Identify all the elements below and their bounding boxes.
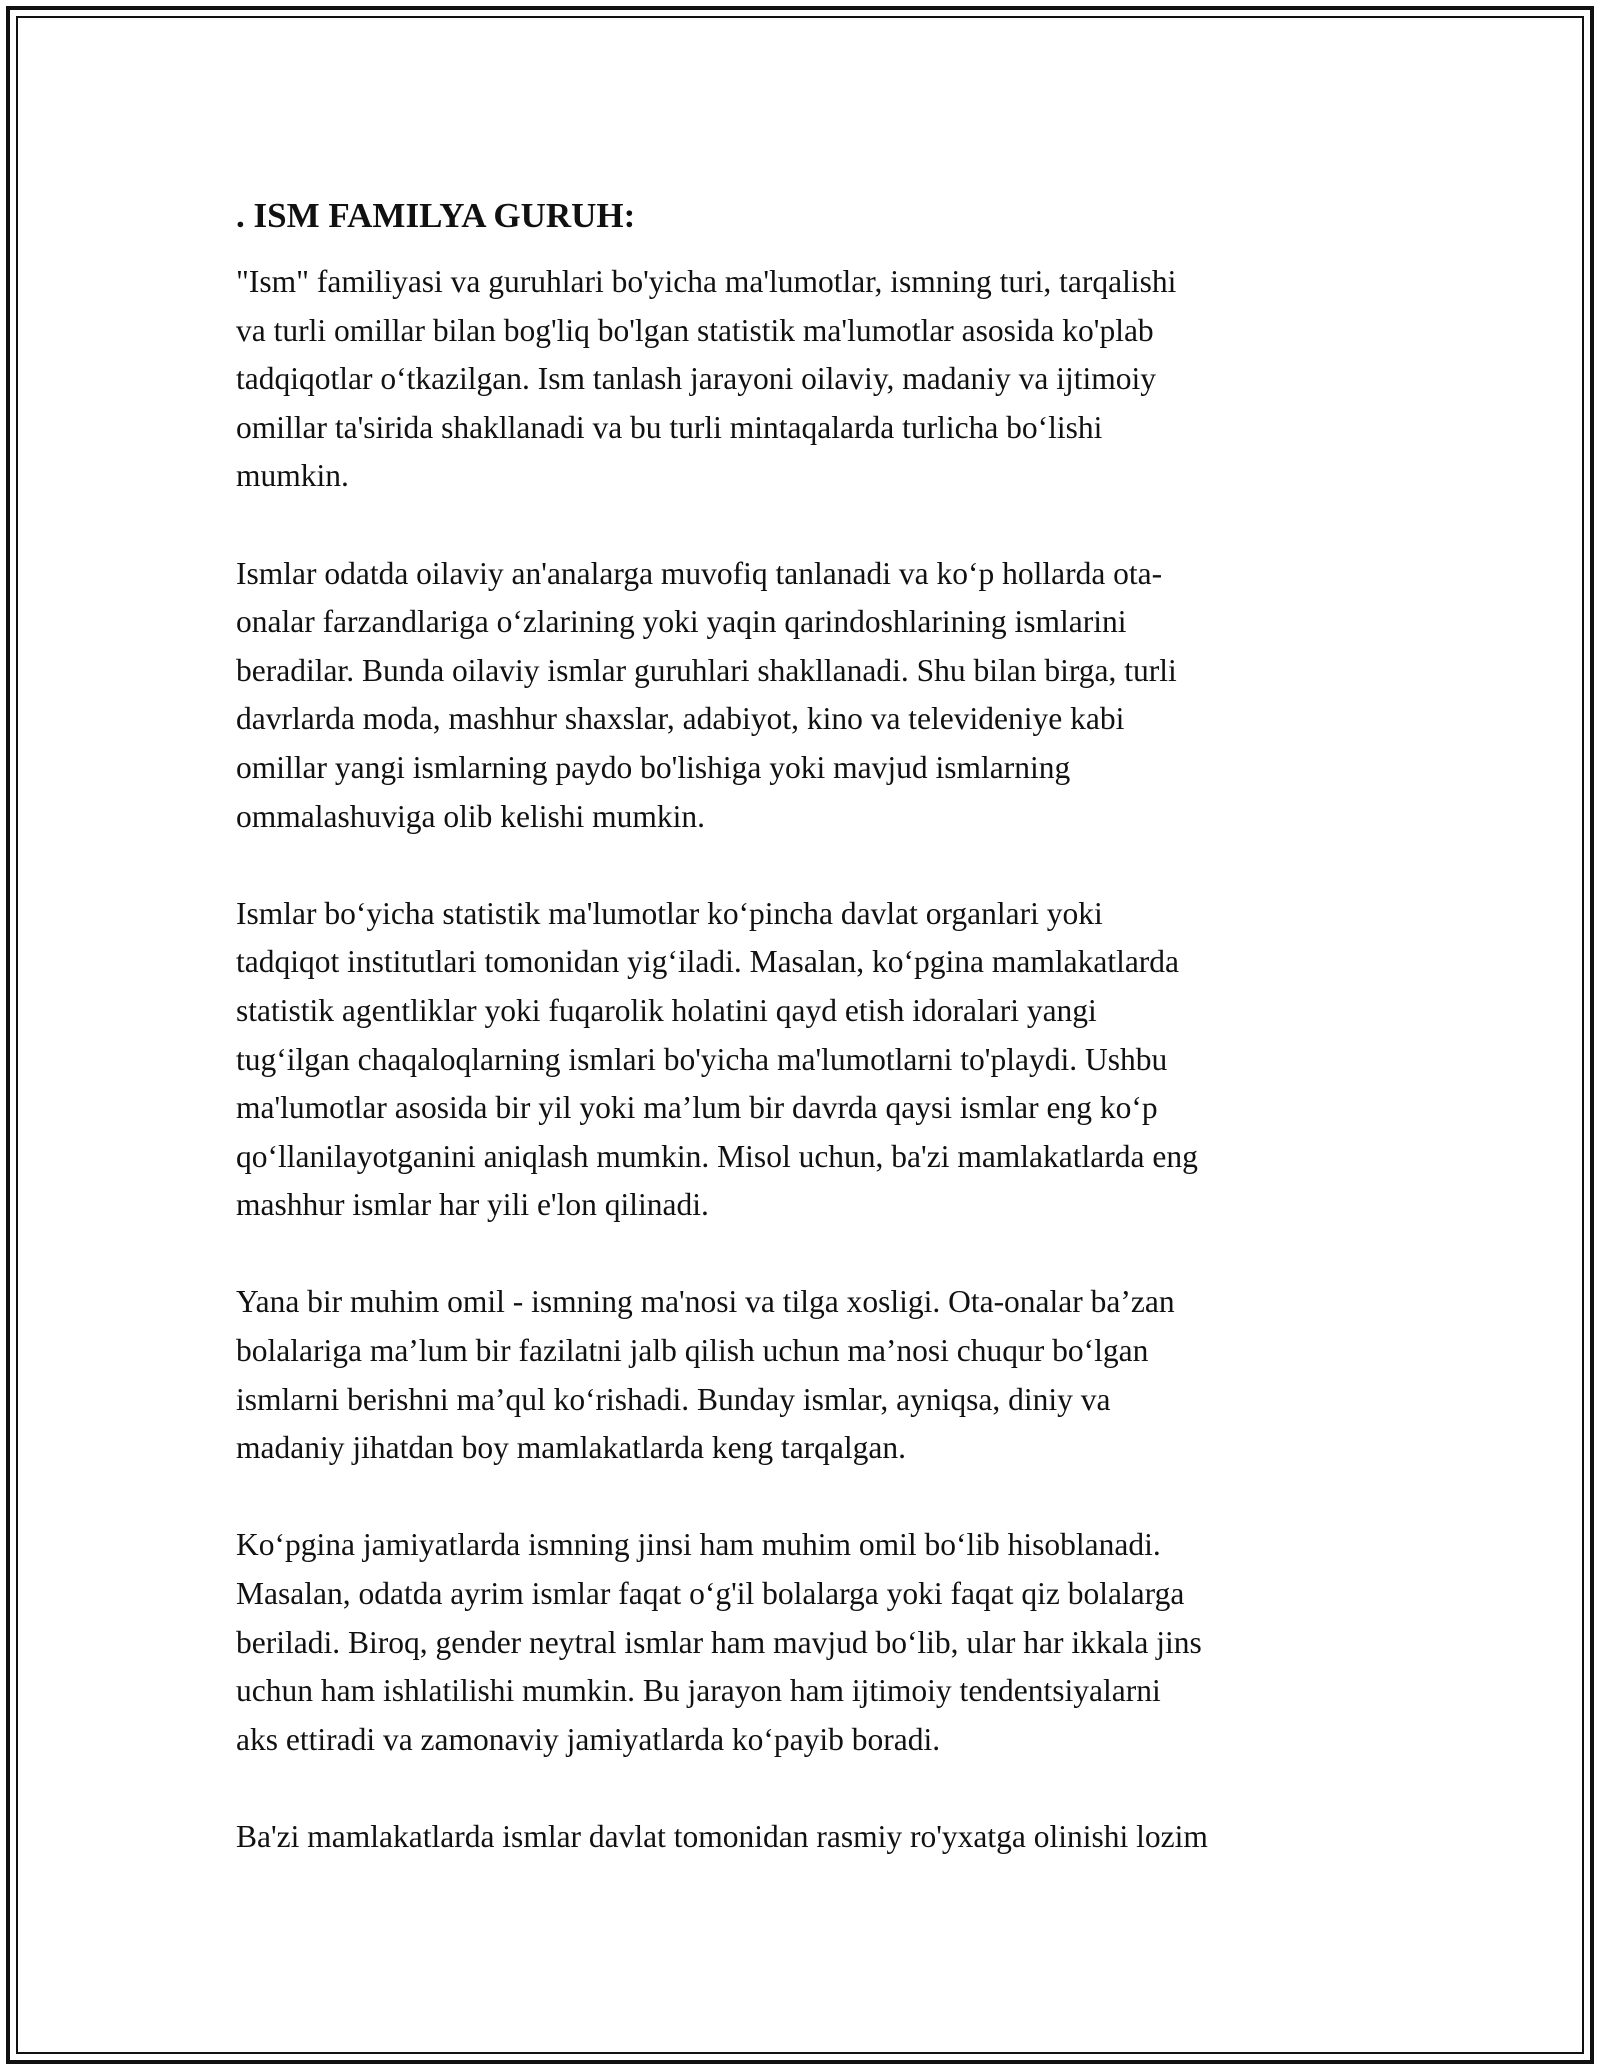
text-line: mashhur ismlar har yili e'lon qilinadi. xyxy=(236,1187,709,1223)
paragraph-3 xyxy=(236,890,1376,1230)
text-line: qo‘llanilayotganini aniqlash mumkin. Misol uchun, ba'zi mamlakatlarda eng xyxy=(236,1138,1198,1174)
text-line: Ismlar odatda oilaviy an'analarga muvofiq tanlanadi va ko‘p hollarda ota- xyxy=(236,555,1163,591)
text-line: davrlarda moda, mashhur shaxslar, adabiyot, kino va televideniye kabi xyxy=(236,701,1125,737)
text-line: Ismlar bo‘yicha statistik ma'lumotlar ko‘pincha davlat organlari yoki xyxy=(236,895,1103,931)
text-line: mumkin. xyxy=(236,458,349,494)
text-line: uchun ham ishlatilishi mumkin. Bu jarayon ham ijtimoiy tendentsiyalarni xyxy=(236,1673,1161,1709)
paragraph-2 xyxy=(236,550,1376,842)
text-line: Masalan, odatda ayrim ismlar faqat o‘g'il bolalarga yoki faqat qiz bolalarga xyxy=(236,1576,1185,1612)
text-line: beradilar. Bunda oilaviy ismlar guruhlari shakllanadi. Shu bilan birga, turli xyxy=(236,652,1177,688)
text-line: "Ism" familiyasi va guruhlari bo'yicha ma'lumotlar, ismning turi, tarqalishi xyxy=(236,264,1177,299)
text-line: va turli omillar bilan bog'liq bo'lgan statistik ma'lumotlar asosida ko'plab xyxy=(236,312,1154,348)
text-line: tadqiqotlar o‘tkazilgan. Ism tanlash jarayoni oilaviy, madaniy va ijtimoiy xyxy=(236,361,1156,397)
text-line: aks ettiradi va zamonaviy jamiyatlarda ko‘payib boradi. xyxy=(236,1721,941,1757)
text-line: ma'lumotlar asosida bir yil yoki ma’lum bir davrda qaysi ismlar eng ko‘p xyxy=(236,1090,1158,1126)
text-line: omillar ta'sirida shakllanadi va bu turli mintaqalarda turlicha bo‘lishi xyxy=(236,409,1103,445)
text-line: statistik agentliklar yoki fuqarolik holatini qayd etish idoralari yangi xyxy=(236,992,1097,1028)
text-line: omillar yangi ismlarning paydo bo'lishiga yoki mavjud ismlarning xyxy=(236,749,1071,785)
paragraph-5 xyxy=(236,1521,1376,1764)
text-line: tadqiqot institutlari tomonidan yig‘iladi. Masalan, ko‘pgina mamlakatlarda xyxy=(236,944,1180,980)
text-line: ommalashuviga olib kelishi mumkin. xyxy=(236,798,705,834)
text-line: beriladi. Biroq, gender neytral ismlar ham mavjud bo‘lib, ular har ikkala jins xyxy=(236,1624,1202,1660)
text-line: madaniy jihatdan boy mamlakatlarda keng tarqalgan. xyxy=(236,1430,907,1466)
text-line: Yana bir muhim omil - ismning ma'nosi va tilga xosligi. Ota-onalar ba’zan xyxy=(236,1284,1175,1320)
page-title: . ISM FAMILYA GURUH: xyxy=(236,196,636,235)
text-line: Ba'zi mamlakatlarda ismlar davlat tomonidan rasmiy ro'yxatga olinishi lozim xyxy=(236,1819,1208,1854)
text-line: Ko‘pgina jamiyatlarda ismning jinsi ham muhim omil bo‘lib hisoblanadi. xyxy=(236,1527,1161,1563)
text-line: onalar farzandlariga o‘zlarining yoki yaqin qarindoshlarining ismlarini xyxy=(236,604,1127,640)
text-line: bolalariga ma’lum bir fazilatni jalb qilish uchun ma’nosi chuqur bo‘lgan xyxy=(236,1333,1149,1369)
document-body xyxy=(236,188,1376,1910)
text-line: tug‘ilgan chaqaloqlarning ismlari bo'yicha ma'lumotlarni to'playdi. Ushbu xyxy=(236,1041,1168,1077)
text-line: ismlarni berishni ma’qul ko‘rishadi. Bunday ismlar, ayniqsa, diniy va xyxy=(236,1381,1111,1417)
paragraph-4 xyxy=(236,1278,1376,1472)
paragraph-6 xyxy=(236,1813,1376,1862)
paragraph-1 xyxy=(236,258,1376,501)
